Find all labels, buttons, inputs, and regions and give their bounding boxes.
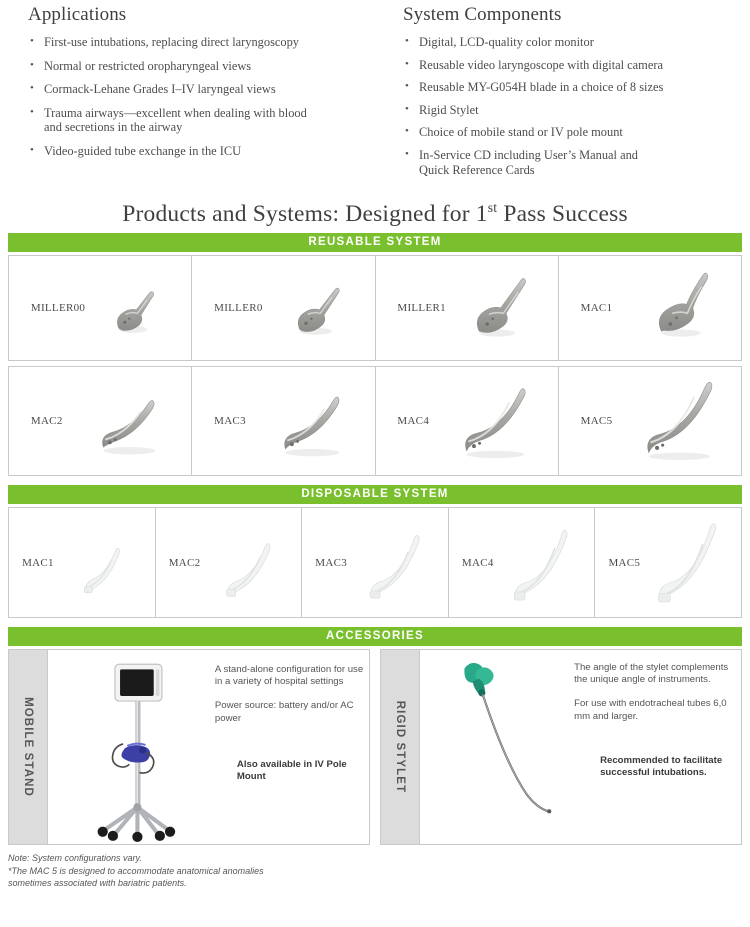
page-title-superscript: st (487, 200, 498, 216)
product-cell-mac5[interactable] (559, 367, 742, 475)
product-cell-disposable-mac5[interactable] (595, 508, 742, 617)
footnote-line-1: Note: System configurations vary. (8, 853, 142, 863)
list-item (28, 106, 357, 135)
product-label: MILLER1 (397, 302, 446, 314)
applications-item-3-cont: and secretions in the airway (44, 120, 183, 134)
product-label: MAC1 (580, 302, 613, 314)
footnotes (8, 852, 750, 890)
rigid-stylet-para-3: Recommended to facilitate successful intubations. (600, 754, 723, 779)
system-components-item-5-cont: Quick Reference Cards (419, 163, 535, 177)
mobile-stand-icon (56, 650, 223, 844)
rigid-stylet-text (574, 662, 737, 791)
page-title (0, 195, 750, 228)
disposable-blade-icon (498, 516, 588, 610)
disposable-blade-icon (645, 516, 735, 610)
applications-column (0, 0, 375, 195)
applications-list (28, 35, 357, 158)
footnote-line-3: sometimes associated with bariatric patients. (8, 878, 187, 888)
mobile-stand-text (215, 664, 365, 795)
rigid-stylet-icon (428, 650, 595, 844)
product-label: MAC5 (580, 415, 613, 427)
mobile-stand-para-2: Power source: battery and/or AC power (214, 700, 354, 724)
list-item (28, 82, 357, 97)
product-label: MAC4 (397, 415, 430, 427)
disposable-blade-icon (59, 516, 149, 610)
system-components-item-5: • In-Service CD including User’s Manual and (419, 147, 638, 162)
system-components-item-3: Rigid Stylet (419, 102, 479, 117)
rigid-stylet-body (420, 650, 741, 844)
product-label: MAC5 (608, 556, 641, 569)
laryngoscope-blade-icon (254, 375, 367, 468)
product-cell-miller0[interactable] (192, 256, 375, 360)
reusable-grid-row-1 (8, 255, 742, 361)
intro-columns (0, 0, 750, 195)
mobile-stand-side-label: MOBILE STAND (22, 697, 34, 797)
accessory-panel-rigid-stylet[interactable] (380, 649, 742, 845)
product-label: MAC2 (168, 556, 201, 569)
laryngoscope-blade-icon (437, 263, 550, 352)
rigid-stylet-para-1: The angle of the stylet complements the unique angle of instruments. (574, 662, 729, 686)
product-cell-mac4[interactable] (376, 367, 559, 475)
laryngoscope-blade-icon (621, 263, 734, 352)
system-components-title: System Components (403, 4, 562, 25)
laryngoscope-blade-icon (71, 375, 184, 468)
applications-item-2: Cormack-Lehane Grades I–IV laryngeal views (44, 82, 276, 96)
laryngoscope-blade-icon (437, 375, 550, 468)
mobile-stand-body (48, 650, 369, 844)
product-label: MILLER00 (30, 302, 86, 314)
applications-title: Applications (28, 4, 127, 25)
product-cell-disposable-mac3[interactable] (302, 508, 449, 617)
applications-item-0: First-use intubations, replacing direct laryngoscopy (44, 35, 299, 49)
list-item (403, 58, 740, 74)
product-label: MILLER0 (214, 302, 263, 314)
applications-item-3: • Trauma airways—excellent when dealing with blood (44, 105, 307, 120)
product-cell-miller1[interactable] (376, 256, 559, 360)
product-cell-miller00[interactable] (9, 256, 192, 360)
laryngoscope-blade-icon (621, 375, 734, 468)
product-cell-disposable-mac4[interactable] (449, 508, 596, 617)
footnote-line-2: *The MAC 5 is designed to accommodate anatomical anomalies (8, 865, 264, 876)
applications-item-1: Normal or restricted oropharyngeal views (44, 58, 252, 73)
system-components-item-0: Digital, LCD-quality color monitor (419, 35, 594, 49)
mobile-stand-side-label-bar (9, 650, 48, 844)
list-item (403, 80, 740, 96)
reusable-grid-row-2 (8, 366, 742, 476)
product-label: MAC3 (214, 415, 246, 427)
product-label: MAC1 (22, 556, 54, 569)
product-cell-mac2[interactable] (9, 367, 192, 475)
list-item (403, 35, 740, 51)
band-reusable-system: REUSABLE SYSTEM (8, 233, 742, 252)
list-item (403, 103, 740, 119)
list-item (403, 148, 740, 179)
applications-item-4: Video-guided tube exchange in the ICU (44, 143, 242, 158)
system-components-column (375, 0, 750, 195)
system-components-item-4: Choice of mobile stand or IV pole mount (419, 125, 623, 139)
page-title-main: Products and Systems: Designed for 1 (122, 201, 488, 227)
rigid-stylet-side-label: RIGID STYLET (394, 700, 406, 794)
band-disposable-system: DISPOSABLE SYSTEM (8, 485, 742, 504)
product-label: MAC3 (315, 556, 348, 569)
list-item (28, 59, 357, 74)
system-components-item-1: Reusable video laryngoscope with digital camera (419, 57, 663, 72)
product-cell-disposable-mac1[interactable] (9, 508, 156, 617)
product-label: MAC2 (30, 415, 63, 427)
product-cell-mac1[interactable] (559, 256, 742, 360)
laryngoscope-blade-icon (254, 263, 367, 352)
list-item (28, 144, 357, 159)
system-components-list (403, 35, 740, 179)
mobile-stand-para-3: Also available in IV Pole Mount (236, 758, 347, 783)
band-accessories: ACCESSORIES (8, 627, 742, 646)
product-cell-disposable-mac2[interactable] (156, 508, 303, 617)
laryngoscope-blade-icon (71, 263, 184, 352)
list-item (28, 35, 357, 50)
disposable-blade-icon (352, 516, 442, 610)
rigid-stylet-side-label-bar (381, 650, 420, 844)
rigid-stylet-para-2: For use with endotracheal tubes 6,0 mm and larger. (574, 698, 727, 722)
accessories-row (8, 649, 742, 845)
accessory-panel-mobile-stand[interactable] (8, 649, 370, 845)
list-item (403, 125, 740, 141)
product-cell-mac3[interactable] (192, 367, 375, 475)
mobile-stand-para-1: A stand-alone configuration for use in a variety of hospital settings (214, 664, 364, 688)
disposable-grid-row-1 (8, 507, 742, 618)
disposable-blade-icon (205, 516, 295, 610)
system-components-item-2: Reusable MY-G054H blade in a choice of 8 sizes (419, 80, 664, 94)
page-title-tail: Pass Success (497, 201, 628, 227)
product-label: MAC4 (461, 556, 494, 569)
